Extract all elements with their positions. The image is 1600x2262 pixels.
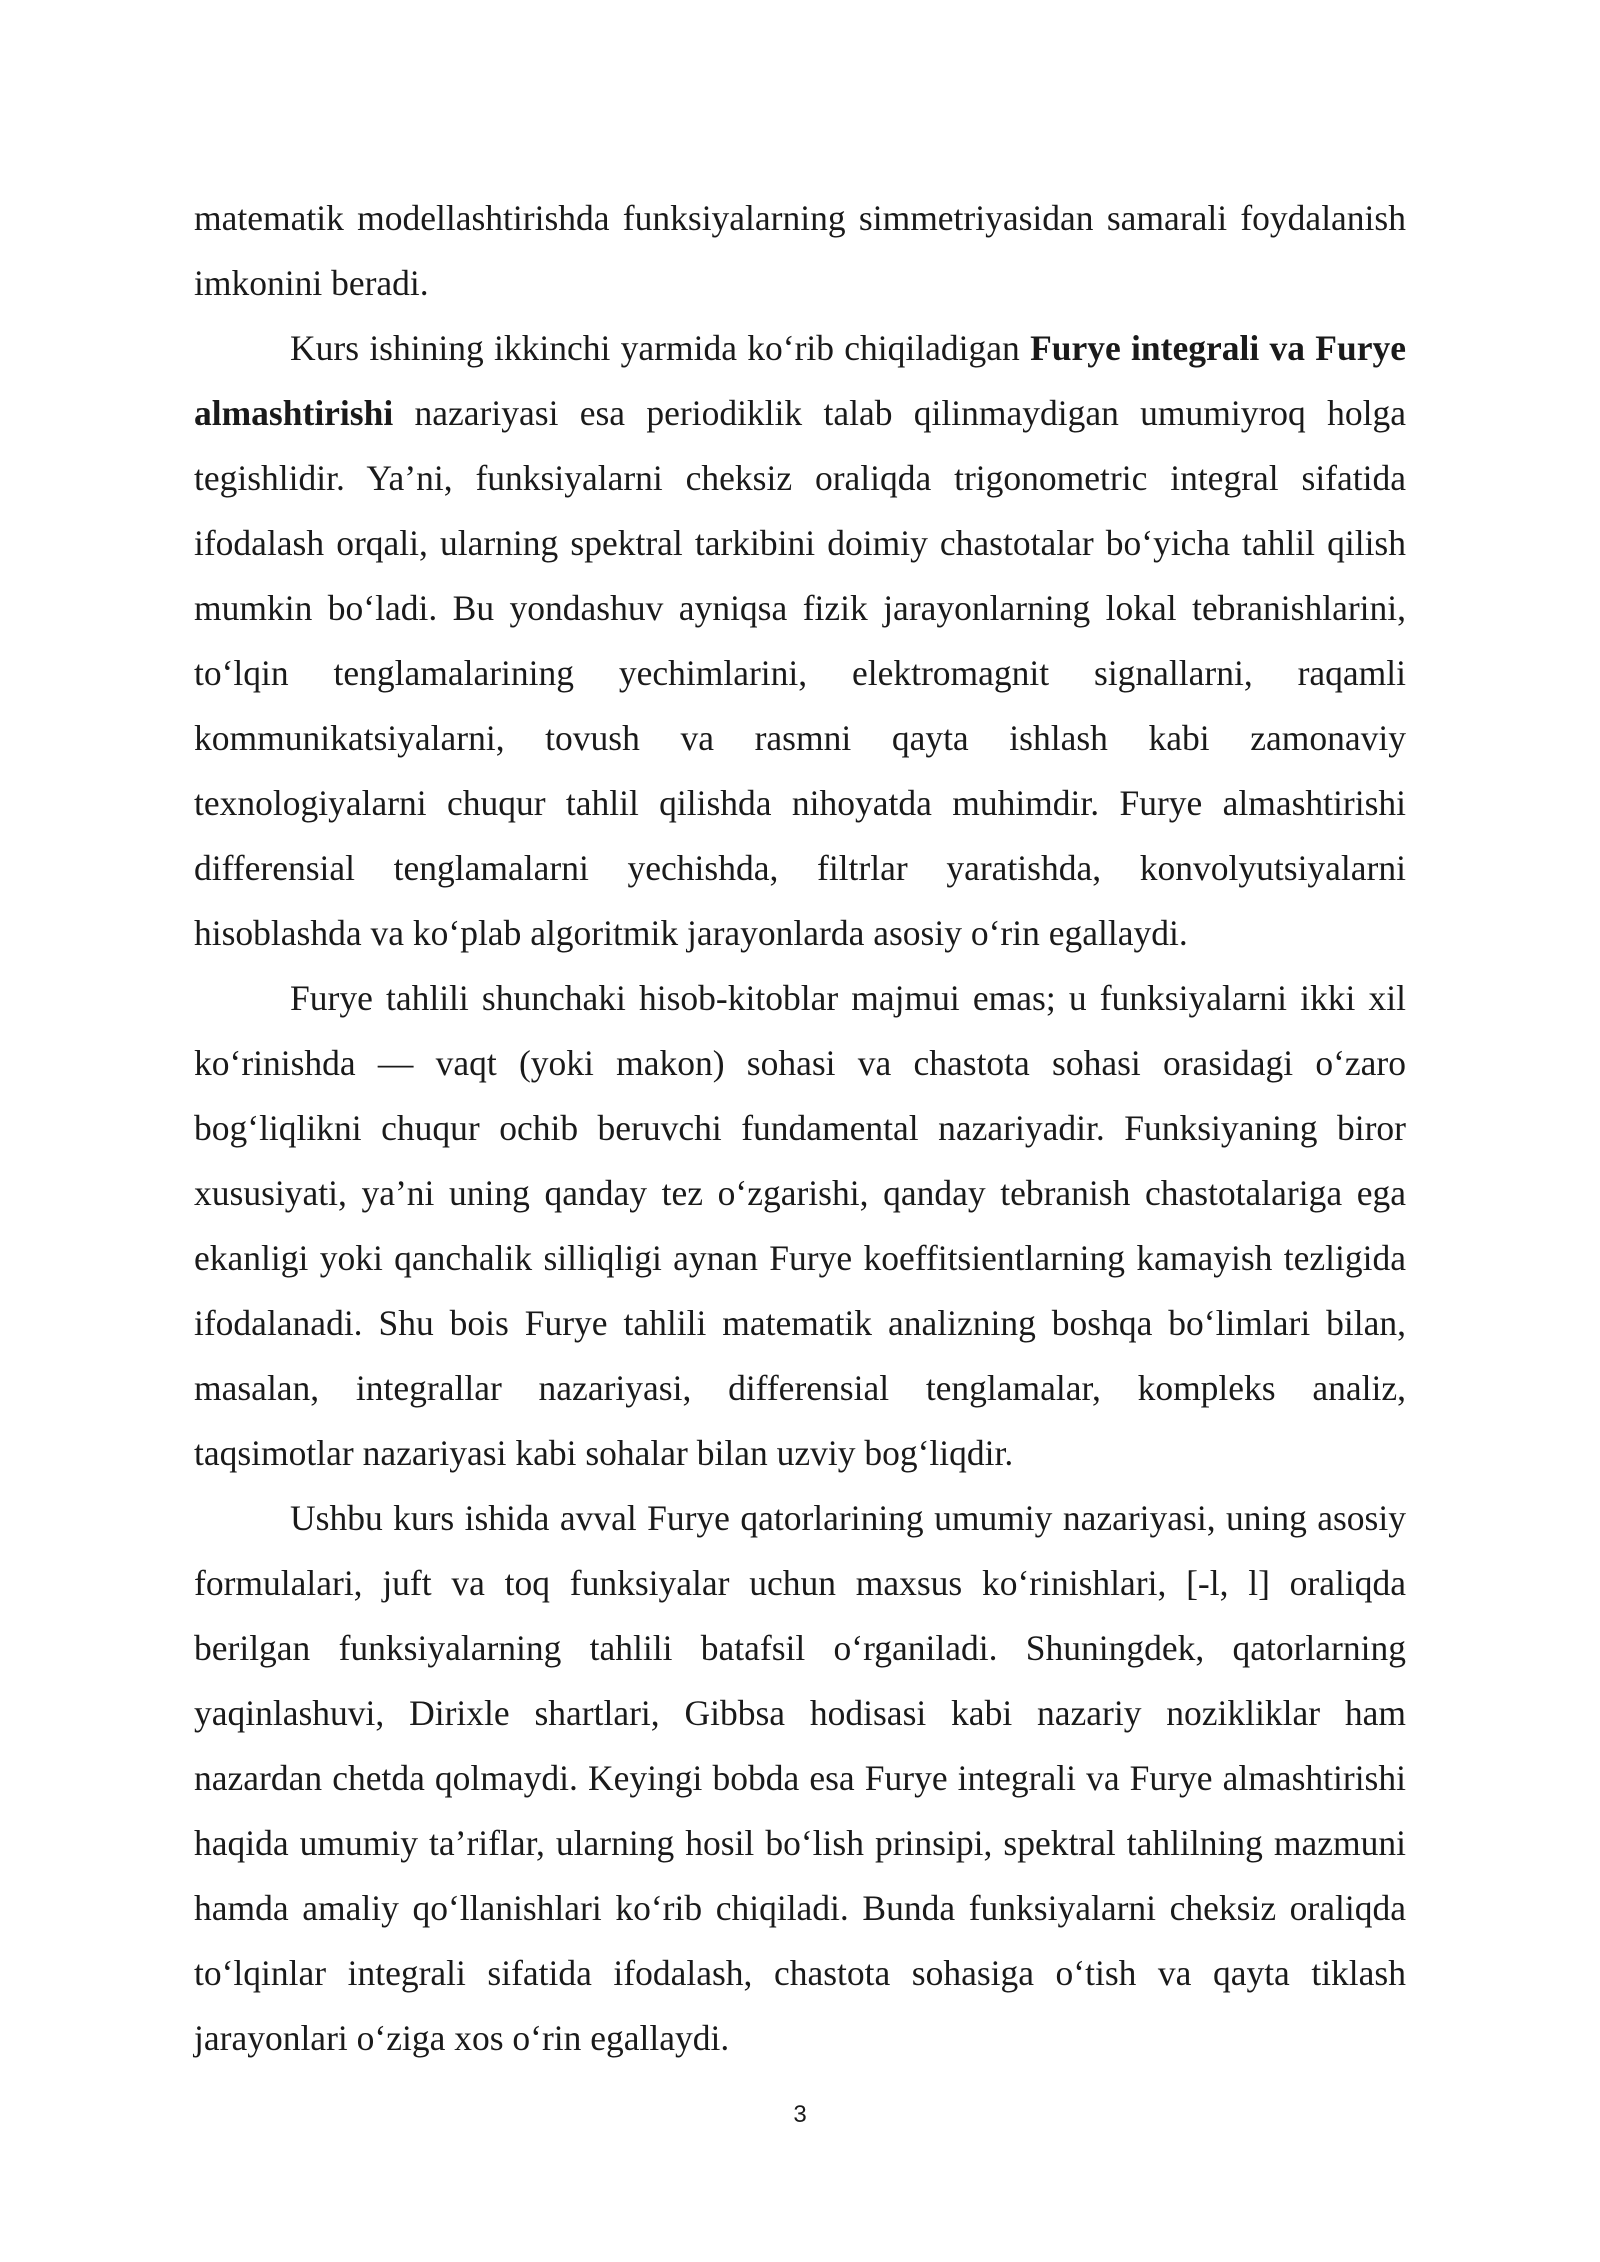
paragraph-2-text-start: Kurs ishining ikkinchi yarmida koʻrib chiqiladigan [290,328,1031,368]
paragraph-2 [194,316,1406,966]
paragraph-4 [194,1486,1406,2071]
paragraph-1-text: matematik modellashtirishda funksiyalarning simmetriyasidan samarali foydalanish imkonini beradi. [194,198,1406,303]
paragraph-2-bold-term: Furye integrali va Furye almashtirishi [194,328,1406,433]
paragraph-3-text: Furye tahlili shunchaki hisob-kitoblar majmui emas; u funksiyalarni ikki xil koʻrinishda — vaqt (yoki makon) sohasi va chastota sohasi orasidagi oʻzaro bogʻliqlikni chuqur ochib beruvchi fundamental nazariyadir. Funksiyaning biror xususiyati, ya’ni uning qanday tez oʻzgarishi, qanday tebranish chastotalariga ega ekanligi yoki qanchalik silliqligi aynan Furye koeffitsientlarning kamayish tezligida ifodalanadi. Shu bois Furye tahlili matematik analizning boshqa boʻlimlari bilan, masalan, integrallar nazariyasi, differensial tenglamalar, kompleks analiz, taqsimotlar nazariyasi kabi sohalar bilan uzviy bogʻliqdir. [194,978,1406,1473]
paragraph-2-text-rest: nazariyasi esa periodiklik talab qilinmaydigan umumiyroq holga tegishlidir. Ya’ni, funksiyalarni cheksiz oraliqda trigonometric integral sifatida ifodalash orqali, ularning spektral tarkibini doimiy chastotalar boʻyicha tahlil qilish mumkin boʻladi. Bu yondashuv ayniqsa fizik jarayonlarning lokal tebranishlarini, toʻlqin tenglamalarining yechimlarini, elektromagnit signallarni, raqamli kommunikatsiyalarni, tovush va rasmni qayta ishlash kabi zamonaviy texnologiyalarni chuqur tahlil qilishda nihoyatda muhimdir. Furye almashtirishi differensial tenglamalarni yechishda, filtrlar yaratishda, konvolyutsiyalarni hisoblashda va koʻplab algoritmik jarayonlarda asosiy oʻrin egallaydi. [194,393,1406,953]
paragraph-3 [194,966,1406,1486]
body-text [194,186,1406,2071]
paragraph-4-text: Ushbu kurs ishida avval Furye qatorlarining umumiy nazariyasi, uning asosiy formulalari, juft va toq funksiyalar uchun maxsus koʻrinishlari, [-l, l] oraliqda berilgan funksiyalarning tahlili batafsil oʻrganiladi. Shuningdek, qatorlarning yaqinlashuvi, Dirixle shartlari, Gibbsa hodisasi kabi nazariy nozikliklar ham nazardan chetda qolmaydi. Keyingi bobda esa Furye integrali va Furye almashtirishi haqida umumiy ta’riflar, ularning hosil boʻlish prinsipi, spektral tahlilning mazmuni hamda amaliy qoʻllanishlari koʻrib chiqiladi. Bunda funksiyalarni cheksiz oraliqda toʻlqinlar integrali sifatida ifodalash, chastota sohasiga oʻtish va qayta tiklash jarayonlari oʻziga xos oʻrin egallaydi. [194,1498,1406,2058]
page-number: 3 [793,2101,807,2128]
paragraph-1 [194,186,1406,316]
